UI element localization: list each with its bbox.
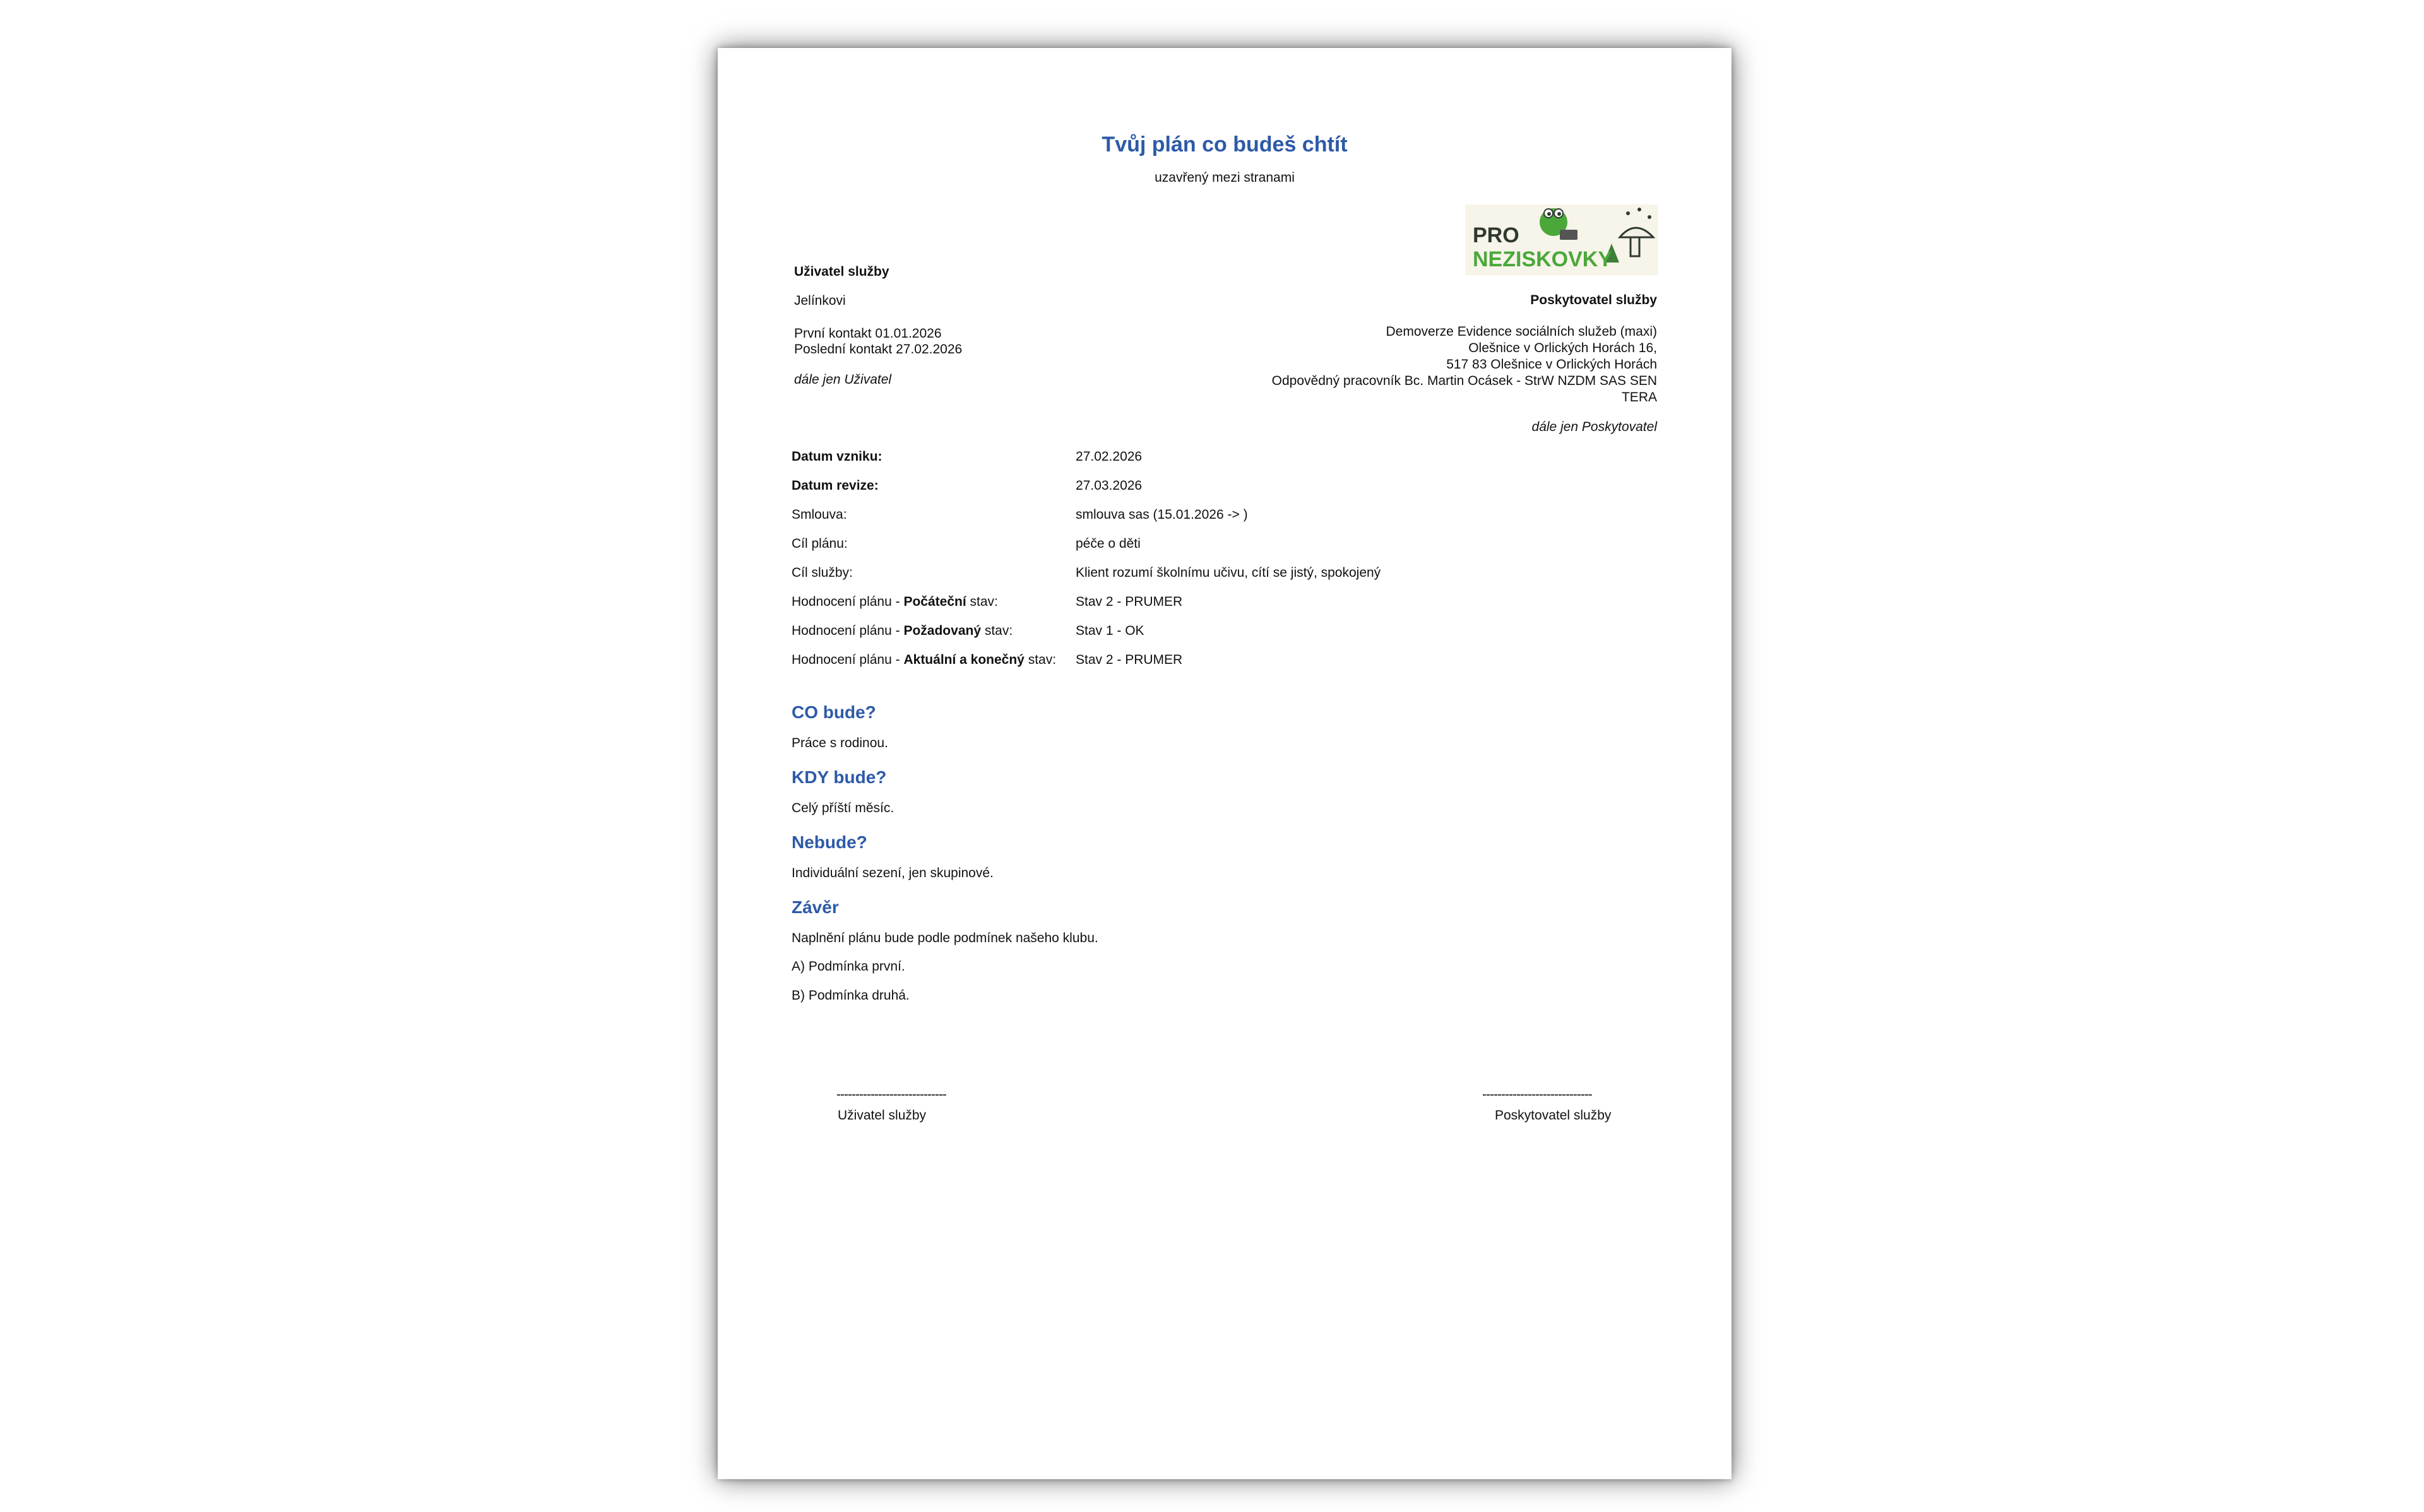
detail-label-suffix: stav: [966,594,998,609]
detail-value: péče o děti [1076,536,1141,551]
provider-heading: Poskytovatel služby [1530,293,1657,307]
detail-label: Datum vzniku: [792,449,882,464]
user-last-contact: Poslední kontakt 27.02.2026 [794,342,963,357]
provider-line2: Olešnice v Orlických Horách 16, [1468,341,1657,355]
detail-label-emphasis: Požadovaný [903,623,982,638]
pro-neziskovky-logo [1465,204,1658,275]
detail-value: Stav 2 - PRUMER [1076,594,1183,609]
section-text-not: Individuální sezení, jen skupinové. [792,866,994,880]
section-text-conclusion: Naplnění plánu bude podle podmínek našeho klubu. [792,931,1098,945]
provider-signature-line: ----------------------------- [1482,1087,1592,1102]
logo-text-top: PRO [1473,223,1519,247]
detail-label: Datum revize: [792,478,879,493]
section-heading-when: KDY bude? [792,767,887,787]
section-text-what: Práce s rodinou. [792,736,888,750]
condition-second: B) Podmínka druhá. [792,988,910,1003]
detail-value: Stav 1 - OK [1076,623,1144,638]
section-heading-conclusion: Závěr [792,897,839,917]
provider-line3: 517 83 Olešnice v Orlických Horách [1446,357,1657,372]
user-heading: Uživatel služby [794,264,889,279]
provider-alias: dále jen Poskytovatel [1531,420,1657,434]
provider-line1: Demoverze Evidence sociálních služeb (maxi) [1386,324,1657,339]
condition-first: A) Podmínka první. [792,959,905,974]
document-page [718,48,1732,1479]
provider-block [1272,292,1657,435]
detail-label: Cíl služby: [792,565,853,580]
user-signature-line: ----------------------------- [836,1087,946,1102]
detail-label-prefix: Hodnocení plánu - [792,623,904,638]
section-heading-not: Nebude? [792,832,867,852]
detail-label-suffix: stav: [1024,653,1057,667]
detail-value: smlouva sas (15.01.2026 -> ) [1076,507,1248,522]
detail-label-emphasis: Počáteční [903,594,966,609]
detail-label-prefix: Hodnocení plánu - [792,653,904,667]
detail-value: 27.02.2026 [1076,449,1143,464]
section-text-when: Celý příští měsíc. [792,801,894,815]
detail-value: 27.03.2026 [1076,478,1143,493]
provider-signature-label: Poskytovatel služby [1495,1108,1612,1123]
document-title: Tvůj plán co budeš chtít [1102,133,1348,157]
detail-label-emphasis: Aktuální a konečný [903,653,1025,667]
user-alias: dále jen Uživatel [794,372,892,387]
logo-text-bottom: NEZISKOVKY [1473,247,1613,271]
frog-mushroom-logo-icon [1465,204,1658,275]
detail-label-prefix: Hodnocení plánu - [792,594,904,609]
provider-line5: TERA [1621,390,1657,405]
detail-label: Cíl plánu: [792,536,848,551]
detail-label-suffix: stav: [981,623,1013,638]
document-subtitle: uzavřený mezi stranami [1155,170,1295,185]
user-signature-label: Uživatel služby [838,1108,927,1123]
detail-label: Smlouva: [792,507,847,522]
provider-line4: Odpovědný pracovník Bc. Martin Ocásek - StrW NZDM SAS SEN [1271,374,1657,388]
detail-value: Stav 2 - PRUMER [1076,653,1183,667]
user-name: Jelínkovi [794,293,846,308]
user-first-contact: První kontakt 01.01.2026 [794,326,942,341]
detail-value: Klient rozumí školnímu učivu, cítí se jistý, spokojený [1076,565,1381,580]
section-heading-what: CO bude? [792,702,876,722]
